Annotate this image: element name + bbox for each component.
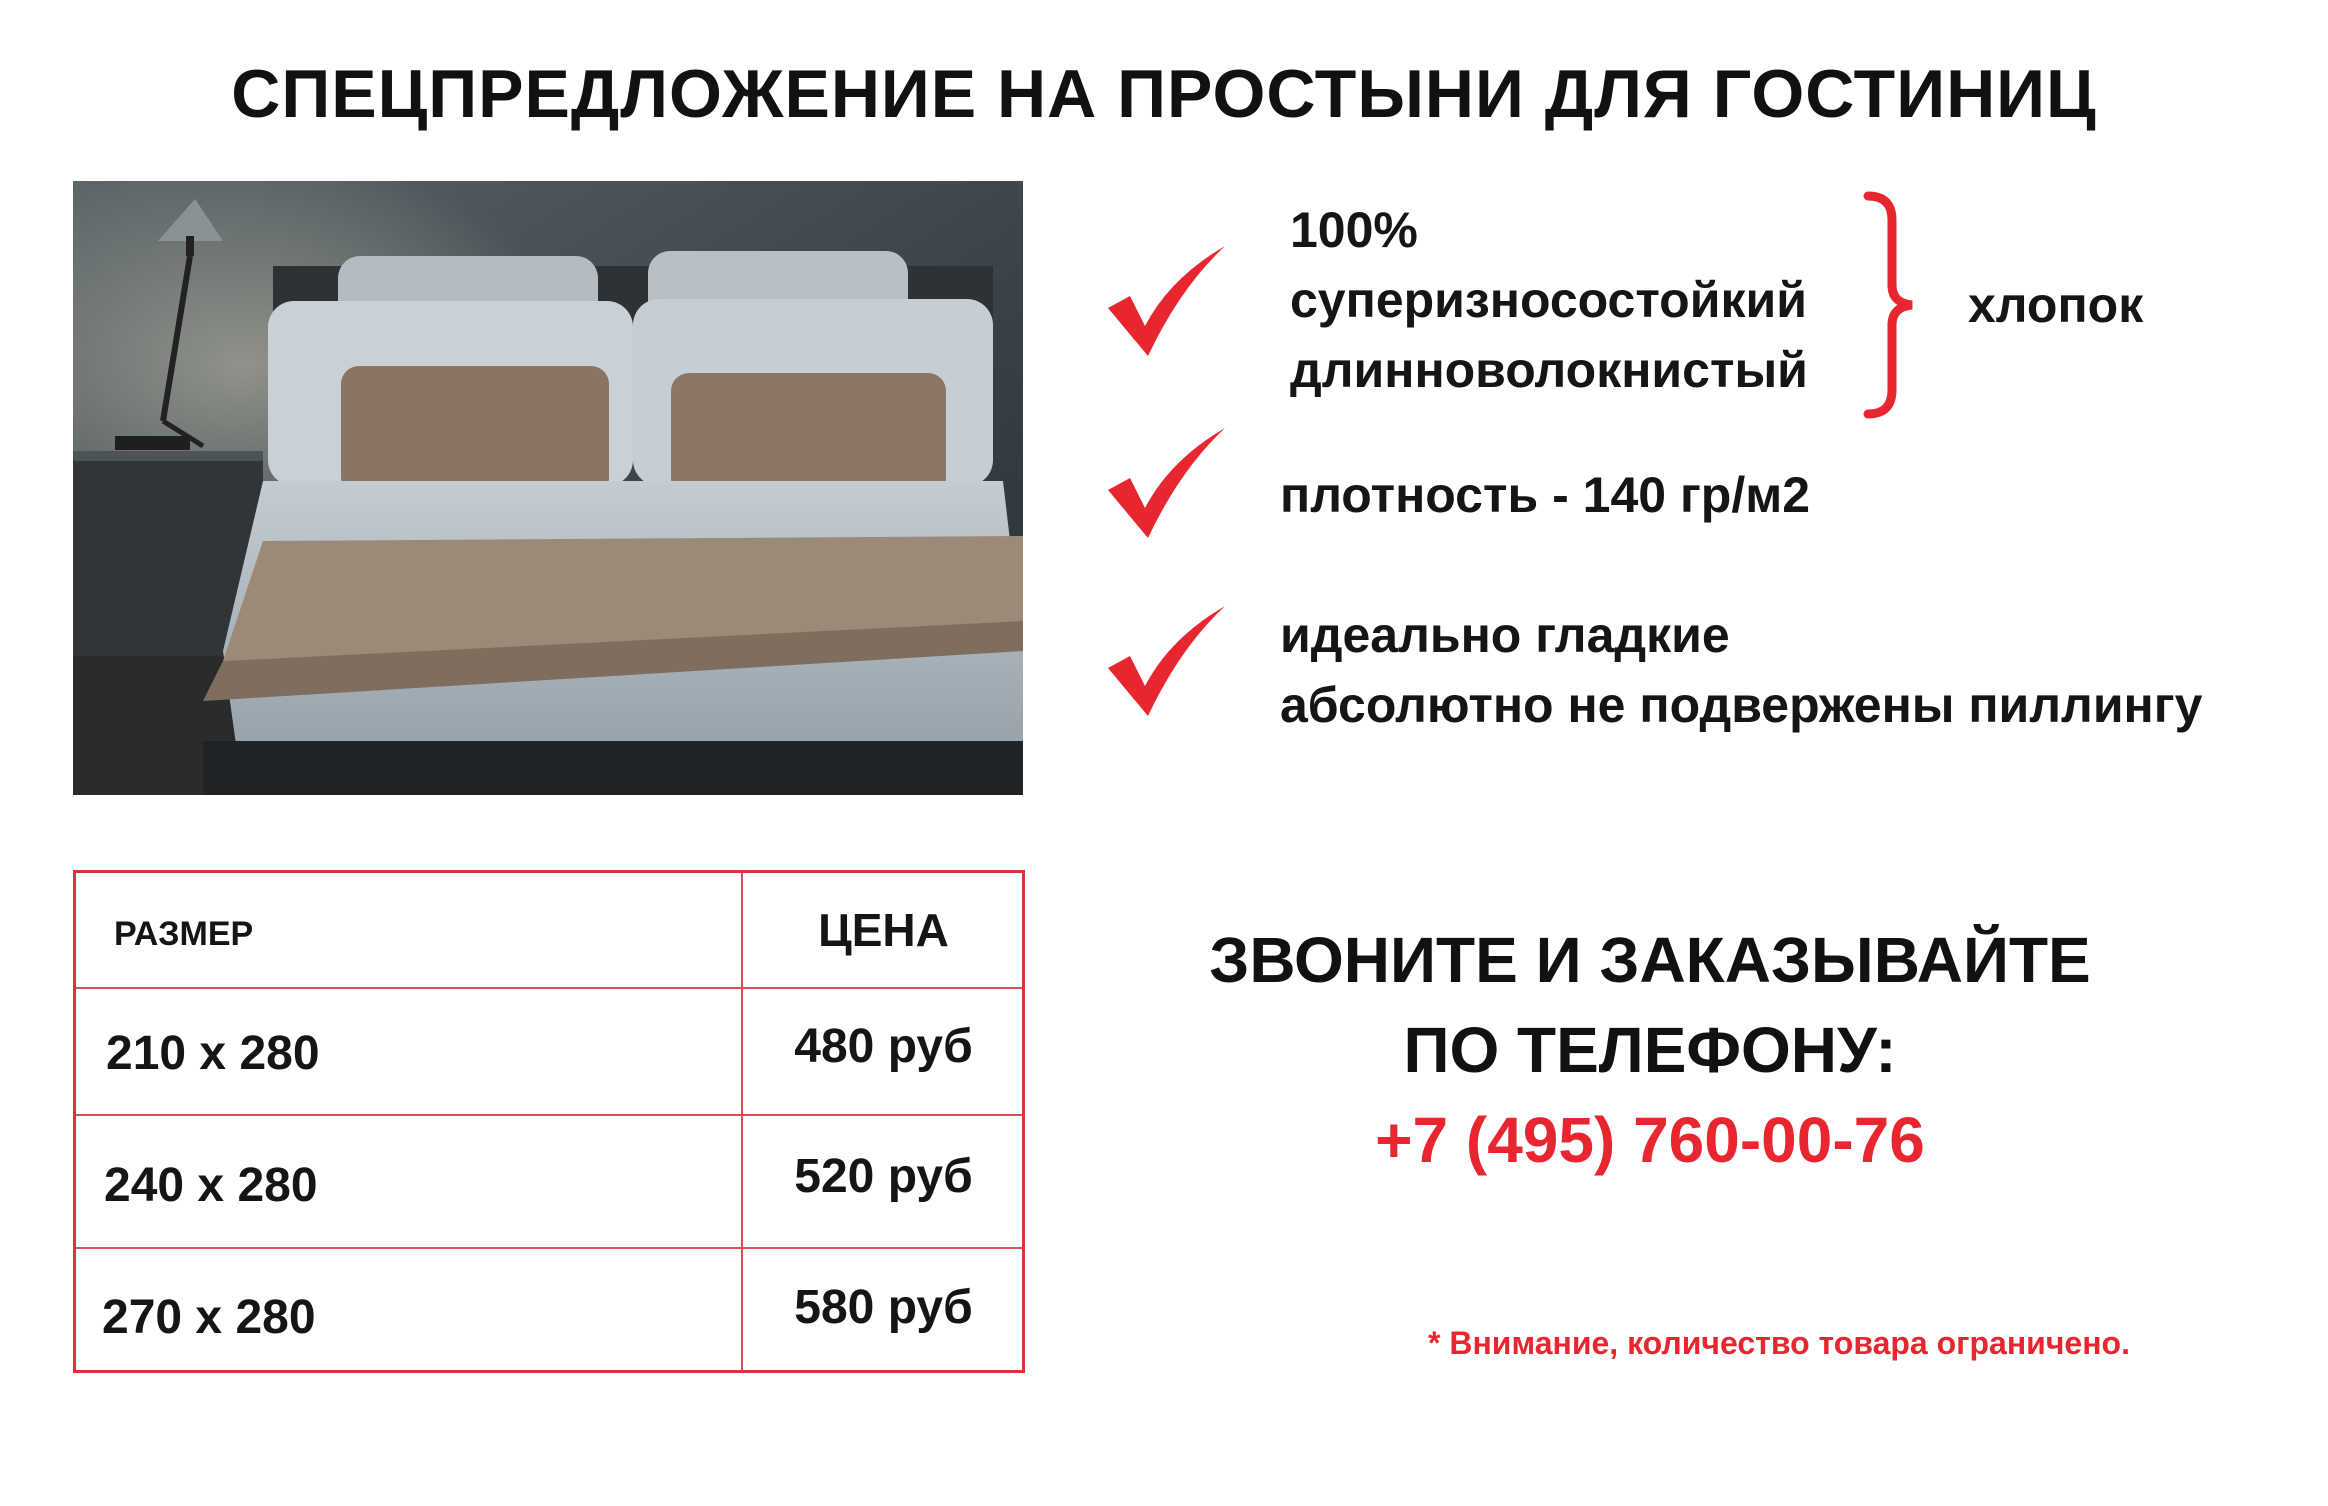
checkmark-icon xyxy=(1100,238,1230,368)
phone-number[interactable]: +7 (495) 760-00-76 xyxy=(1375,1104,1925,1176)
table-row-divider xyxy=(76,1247,1022,1249)
table-cell-size: 270 х 280 xyxy=(102,1291,316,1344)
material-line-3: длинноволокнистый xyxy=(1290,342,1808,398)
table-cell-size: 210 х 280 xyxy=(106,1027,320,1080)
table-cell-price: 520 руб xyxy=(794,1150,973,1203)
call-line-2: ПО ТЕЛЕФОНУ: xyxy=(1403,1014,1897,1086)
material-line-2: суперизносостойкий xyxy=(1290,272,1807,328)
table-cell-price: 580 руб xyxy=(794,1281,973,1334)
table-row-divider xyxy=(76,1114,1022,1116)
smooth-line-1: идеально гладкие xyxy=(1280,607,1730,663)
curly-brace-icon xyxy=(1862,190,1918,420)
material-group-label: хлопок xyxy=(1968,277,2144,333)
density-text: плотность - 140 гр/м2 xyxy=(1280,467,1811,523)
checkmark-icon xyxy=(1100,598,1230,728)
call-line-1: ЗВОНИТЕ И ЗАКАЗЫВАЙТЕ xyxy=(1209,924,2091,996)
table-cell-price: 480 руб xyxy=(794,1020,973,1073)
checkmark-icon xyxy=(1100,420,1230,550)
table-row-divider xyxy=(76,987,1022,989)
material-line-1: 100% xyxy=(1290,202,1418,258)
price-table xyxy=(73,870,1025,1373)
table-header-size: РАЗМЕР xyxy=(114,915,254,953)
bed-photo xyxy=(73,181,1023,795)
page-title: СПЕЦПРЕДЛОЖЕНИЕ НА ПРОСТЫНИ ДЛЯ ГОСТИНИЦ xyxy=(231,56,2097,132)
smooth-line-2: абсолютно не подвержены пиллингу xyxy=(1280,677,2203,733)
stock-note: * Внимание, количество товара ограничено. xyxy=(1428,1325,2130,1361)
table-cell-size: 240 х 280 xyxy=(104,1159,318,1212)
table-header-price: ЦЕНА xyxy=(818,904,949,956)
